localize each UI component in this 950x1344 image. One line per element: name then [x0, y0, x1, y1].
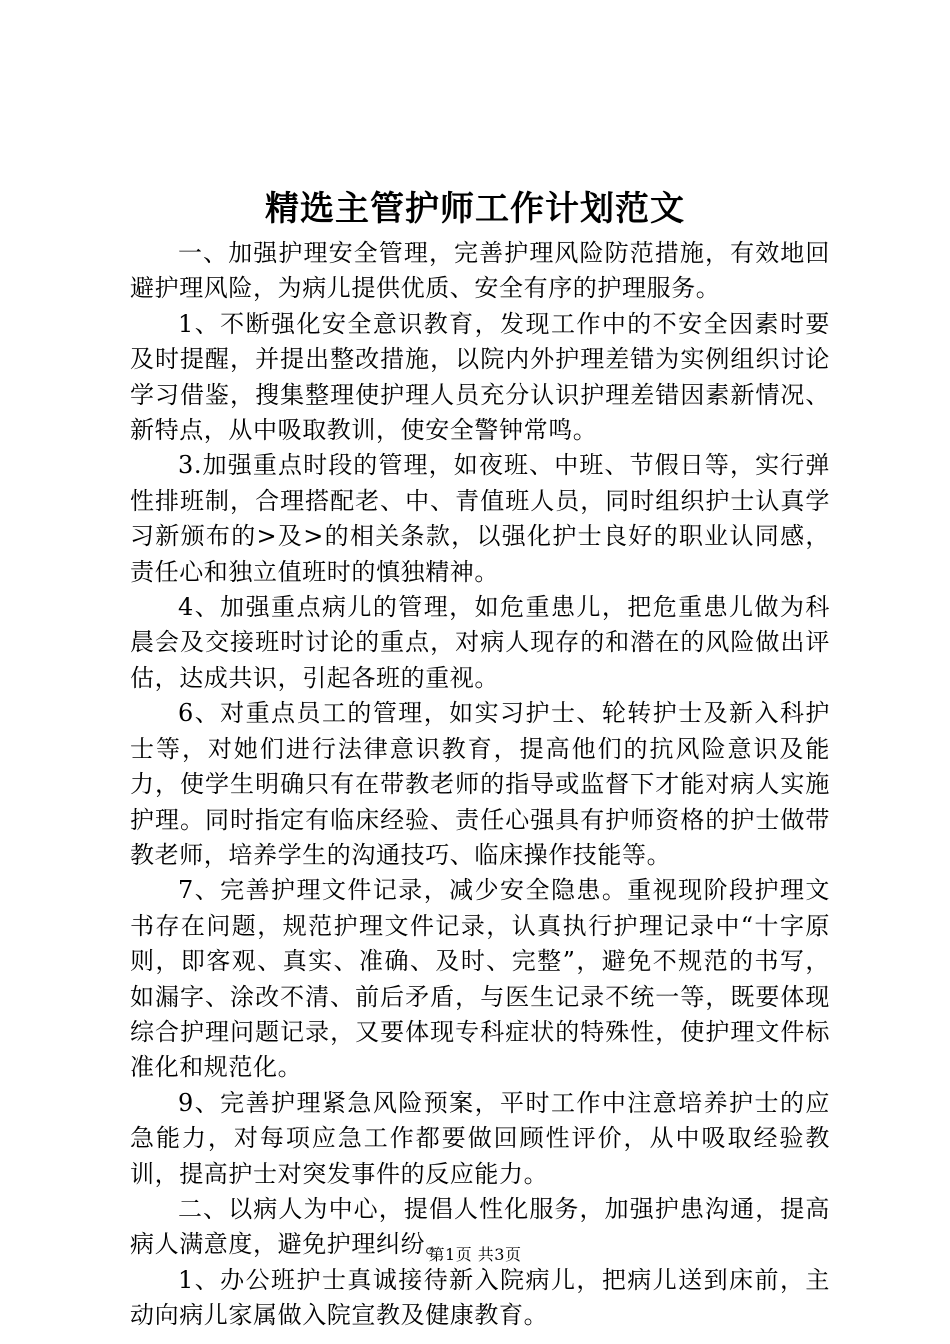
paragraph-item-4: 4、加强重点病儿的管理，如危重患儿，把危重患儿做为科晨会及交接班时讨论的重点，对病人现存的和潜在的风险做出评估，达成共识，引起各班的重视。: [130, 593, 830, 692]
paragraph-item-7: 7、完善护理文件记录，减少安全隐患。重视现阶段护理文书存在问题，规范护理文件记录，认真执行护理记录中“十字原则，即客观、真实、准确、及时、完整”，避免不规范的书写，如漏字、涂改不清、前后矛盾，与医生记录不统一等，既要体现综合护理问题记录，又要体现专科症状的特殊性，使护理文件标准化和规范化。: [130, 876, 830, 1082]
document-title: 精选主管护师工作计划范文: [265, 189, 685, 229]
paragraph-item-9: 9、完善护理紧急风险预案，平时工作中注意培养护士的应急能力，对每项应急工作都要做回顾性评价，从中吸取经验教训，提高护士对突发事件的反应能力。: [130, 1088, 830, 1188]
paragraph-section-two-heading: 二、以病人为中心，提倡人性化服务，加强护患沟通，提高病人满意度，避免护理纠纷。: [130, 1194, 830, 1259]
paragraph-section-one-heading: 一、加强护理安全管理，完善护理风险防范措施，有效地回避护理风险，为病儿提供优质、安全有序的护理服务。: [130, 239, 830, 303]
page-number-footer: 第1页 共3页: [428, 1245, 522, 1264]
paragraph-item-3: 3.加强重点时段的管理，如夜班、中班、节假日等，实行弹性排班制，合理搭配老、中、青值班人员，同时组织护士认真学习新颁布的>及>的相关条款，以强化护士良好的职业认同感，责任心和独立值班时的慎独精神。: [130, 451, 830, 586]
document-body: [130, 236, 830, 1334]
paragraph-item-1: 1、不断强化安全意识教育，发现工作中的不安全因素时要及时提醒，并提出整改措施，以院内外护理差错为实例组织讨论学习借鉴，搜集整理使护理人员充分认识护理差错因素新情况、新特点，从中吸取教训，使安全警钟常鸣。: [130, 309, 830, 445]
paragraph-section-two-item-1: 1、办公班护士真诚接待新入院病儿，把病儿送到床前，主动向病儿家属做入院宣教及健康教育。: [130, 1265, 830, 1330]
paragraph-item-6: 6、对重点员工的管理，如实习护士、轮转护士及新入科护士等，对她们进行法律意识教育，提高他们的抗风险意识及能力，使学生明确只有在带教老师的指导或监督下才能对病人实施护理。同时指定有临床经验、责任心强具有护师资格的护士做带教老师，培养学生的沟通技巧、临床操作技能等。: [130, 699, 830, 869]
